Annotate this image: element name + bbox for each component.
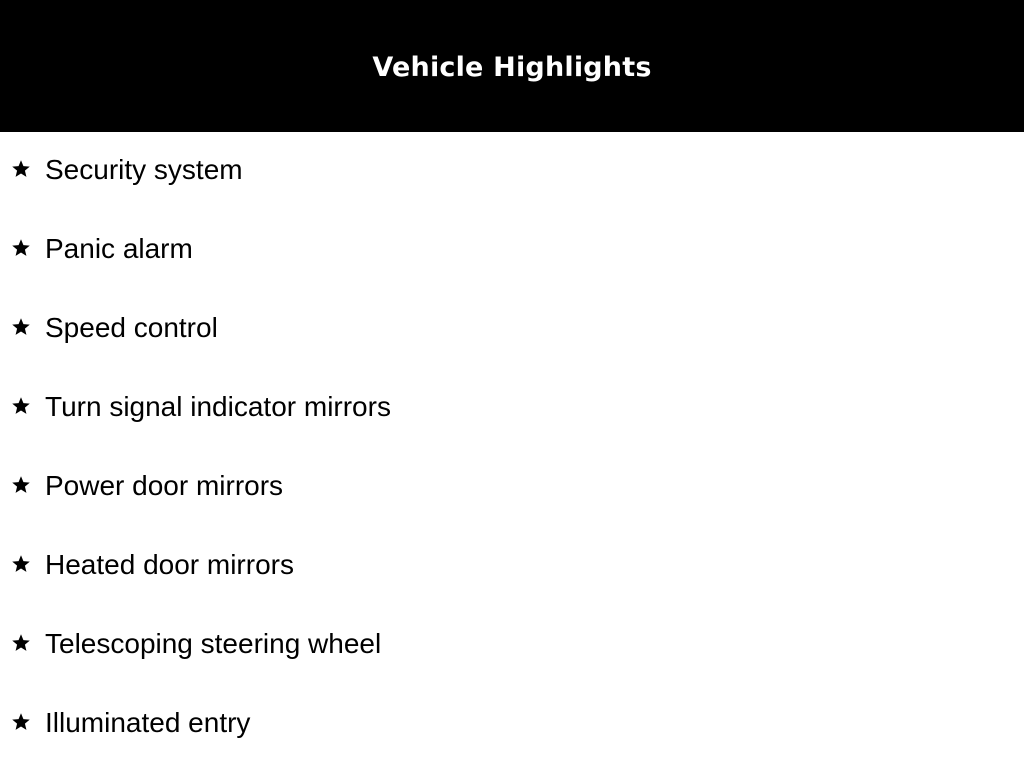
feature-label: Illuminated entry	[45, 707, 251, 738]
feature-label: Security system	[45, 154, 243, 185]
list-item	[0, 685, 1024, 764]
star-icon	[11, 633, 31, 653]
list-item	[0, 606, 1024, 685]
header-bar	[0, 0, 1024, 132]
list-item	[0, 211, 1024, 290]
star-icon	[11, 554, 31, 574]
feature-label: Heated door mirrors	[45, 549, 294, 580]
list-item	[0, 369, 1024, 448]
star-icon	[11, 396, 31, 416]
star-icon	[11, 475, 31, 495]
feature-label: Turn signal indicator mirrors	[45, 391, 391, 422]
feature-list	[0, 132, 1024, 764]
feature-label: Power door mirrors	[45, 470, 284, 501]
star-icon	[11, 159, 31, 179]
list-item	[0, 290, 1024, 369]
list-item	[0, 448, 1024, 527]
star-icon	[11, 317, 31, 337]
list-item	[0, 132, 1024, 211]
page-title: Vehicle Highlights	[372, 51, 652, 83]
feature-label: Telescoping steering wheel	[45, 628, 382, 659]
star-icon	[11, 712, 31, 732]
feature-label: Panic alarm	[45, 233, 193, 264]
list-item	[0, 527, 1024, 606]
star-icon	[11, 238, 31, 258]
feature-label: Speed control	[45, 312, 218, 343]
